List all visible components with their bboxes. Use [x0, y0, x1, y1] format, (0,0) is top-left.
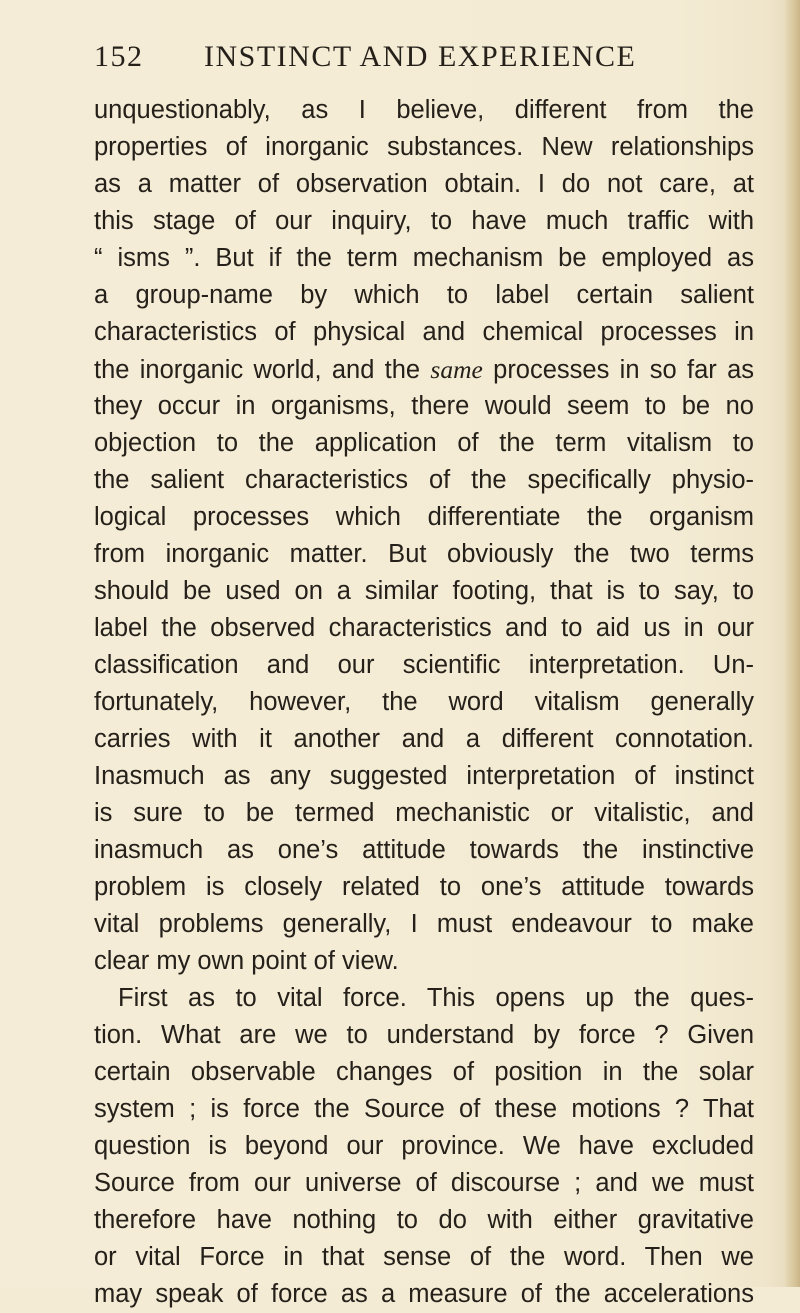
text-line: system ; is force the Source of these motions ? That [94, 1095, 754, 1123]
text-line: should be used on a similar footing, that is to say, to [94, 577, 754, 605]
text-line: classification and our scientific interpretation. Un- [94, 651, 754, 679]
text-line: Inasmuch as any suggested interpretation of instinct [94, 762, 754, 790]
text-line: label the observed characteristics and to aid us in our [94, 614, 754, 642]
text-run: processes in so far as [482, 356, 754, 384]
text-line: unquestionably, as I believe, different from the [94, 96, 754, 124]
text-line: problem is closely related to one’s attitude towards [94, 873, 754, 901]
text-line: Source from our universe of discourse ; and we must [94, 1169, 754, 1197]
text-line: a group-name by which to label certain salient [94, 281, 754, 309]
text-line: characteristics of physical and chemical processes in [94, 318, 754, 346]
text-line: the salient characteristics of the specifically physio- [94, 466, 754, 494]
text-line: First as to vital force. This opens up the ques- [118, 984, 754, 1012]
text-line: “ isms ”. But if the term mechanism be employed as [94, 244, 754, 272]
text-line: or vital Force in that sense of the word. Then we [94, 1243, 754, 1271]
page-number: 152 [94, 40, 144, 73]
text-line: this stage of our inquiry, to have much traffic with [94, 207, 754, 235]
text-line: properties of inorganic substances. New relationships [94, 133, 754, 161]
text-line: tion. What are we to understand by force ? Given [94, 1021, 754, 1049]
text-line: question is beyond our province. We have excluded [94, 1132, 754, 1160]
text-line: as a matter of observation obtain. I do not care, at [94, 170, 754, 198]
text-line: inasmuch as one’s attitude towards the instinctive [94, 836, 754, 864]
text-line [94, 351, 754, 388]
text-line: carries with it another and a different connotation. [94, 725, 754, 753]
italic-word: same [430, 355, 483, 384]
text-run: the inorganic world, and the [94, 356, 431, 384]
text-line: vital problems generally, I must endeavour to make [94, 910, 754, 938]
text-line: clear my own point of view. [94, 947, 399, 975]
page-edge-shadow [784, 0, 800, 1287]
text-line: from inorganic matter. But obviously the two terms [94, 540, 754, 568]
text-line: logical processes which differentiate the organism [94, 503, 754, 531]
text-line: certain observable changes of position in the solar [94, 1058, 754, 1086]
running-title: INSTINCT AND EXPERIENCE [204, 40, 637, 73]
text-line: objection to the application of the term vitalism to [94, 429, 754, 457]
text-line: is sure to be termed mechanistic or vitalistic, and [94, 799, 754, 827]
text-line: may speak of force as a measure of the accelerations [94, 1280, 754, 1308]
running-header [94, 40, 714, 84]
text-line: fortunately, however, the word vitalism generally [94, 688, 754, 716]
text-line: they occur in organisms, there would seem to be no [94, 392, 754, 420]
body-text [94, 92, 754, 1313]
text-line: therefore have nothing to do with either gravitative [94, 1206, 754, 1234]
